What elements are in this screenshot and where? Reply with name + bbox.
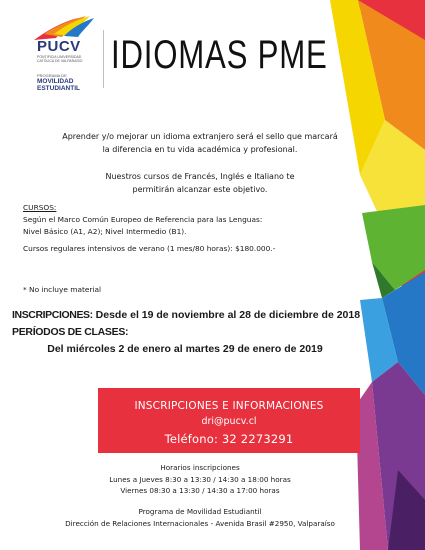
intro-paragraph-1	[40, 130, 360, 156]
footer-section	[40, 506, 360, 529]
logo-divider	[103, 30, 104, 88]
inscripciones-label: INSCRIPCIONES:	[12, 309, 93, 321]
hours-section	[40, 462, 360, 497]
cursos-line-1: Según el Marco Común Europeo de Referencia para las Lenguas:	[23, 215, 263, 224]
page-title: IDIOMAS PME	[111, 33, 328, 77]
inscripciones-value: Desde el 19 de noviembre al 28 de diciembre de 2018	[95, 309, 361, 321]
hours-line-1: Lunes a Jueves 8:30 a 13:30 / 14:30 a 18:00 horas	[109, 474, 291, 484]
cursos-section	[23, 202, 275, 255]
pucv-logo-subtext: PONTIFICIA UNIVERSIDAD CATÓLICA DE VALPARAÍSO	[37, 55, 83, 63]
program-name	[37, 78, 80, 92]
footer-program: Programa de Movilidad Estudiantil	[138, 507, 262, 516]
hours-line-2: Viernes 08:30 a 13:30 / 14:30 a 17:00 horas	[120, 486, 280, 495]
cursos-heading: CURSOS:	[23, 203, 57, 212]
intro-line-2: la diferencia en tu vida académica y profesional.	[102, 145, 298, 154]
periodos-value: Del miércoles 2 de enero al martes 29 de enero de 2019	[47, 343, 323, 355]
intro-paragraph-2	[40, 170, 360, 196]
program-name-line1: MOVILIDAD	[37, 78, 74, 85]
intro-line-1: Aprender y/o mejorar un idioma extranjero será el sello que marcará	[62, 132, 338, 141]
intro-line-4: permitirán alcanzar este objetivo.	[132, 185, 268, 194]
periodos-label: PERÍODOS DE CLASES:	[12, 326, 129, 338]
pucv-logo-text: PUCV	[37, 38, 81, 55]
program-small-label: PROGRAMA DE	[37, 73, 67, 78]
intro-line-3: Nuestros cursos de Francés, Inglés e Italiano te	[105, 172, 295, 181]
footer-address: Dirección de Relaciones Internacionales - Avenida Brasil #2950, Valparaíso	[65, 518, 335, 528]
cursos-line-3: Cursos regulares intensivos de verano (1 mes/80 horas): $180.000.-	[23, 244, 276, 253]
material-note: * No incluye material	[23, 285, 102, 294]
contact-phone: Teléfono: 32 2273291	[164, 432, 294, 446]
contact-email-link[interactable]: dri@pucv.cl	[201, 416, 257, 427]
contact-heading: INSCRIPCIONES E INFORMACIONES	[134, 400, 324, 412]
cursos-line-2: Nivel Básico (A1, A2); Nivel Intermedio (B1).	[23, 227, 187, 236]
hours-title: Horarios inscripciones	[160, 463, 240, 472]
contact-box	[98, 388, 360, 453]
program-name-line2: ESTUDIANTIL	[37, 85, 80, 92]
inscripciones-row	[12, 309, 360, 321]
